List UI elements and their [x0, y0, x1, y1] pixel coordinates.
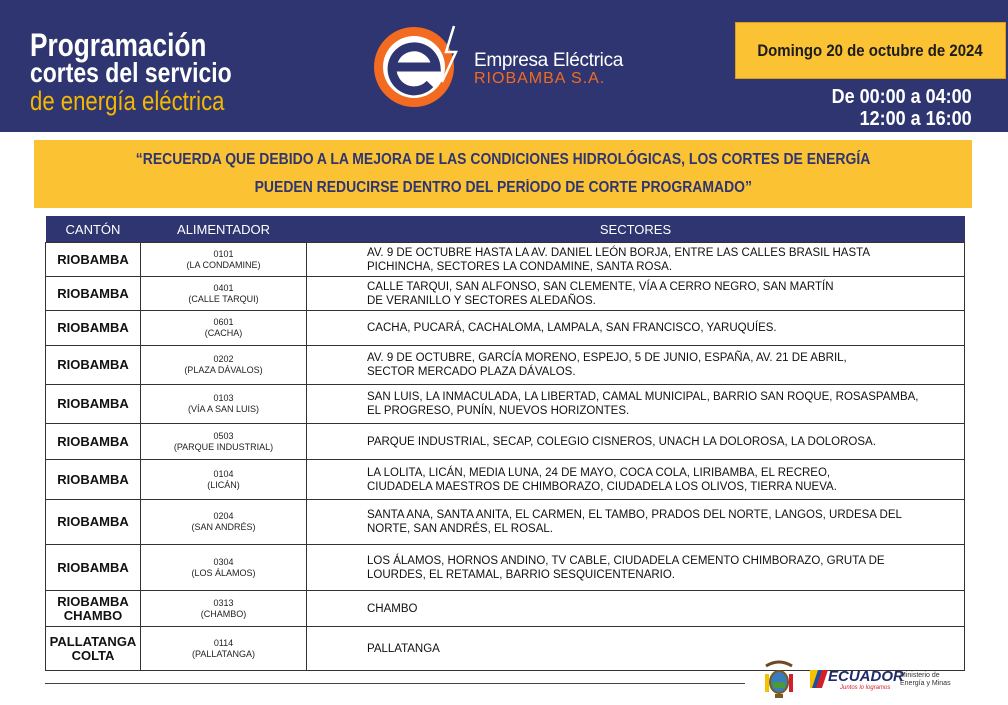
feeder-name: (CACHA)	[204, 328, 243, 338]
feeder-name: (CALLE TARQUI)	[188, 293, 259, 304]
feeder-name: (LOS ÁLAMOS)	[191, 567, 256, 578]
sectors-line: NORTE, SAN ANDRÉS, EL ROSAL.	[367, 523, 553, 535]
feeder-cell	[141, 591, 307, 627]
feeder-name: (VÍA A SAN LUIS)	[187, 404, 260, 414]
company-brand	[474, 50, 623, 88]
feeder-cell	[141, 627, 307, 671]
ecuador-wordmark: ECUADOR	[828, 668, 904, 685]
ecuador-tagline: Juntos lo logramos	[840, 685, 891, 691]
feeder-code: 0601	[213, 317, 234, 327]
sectors-cell	[307, 424, 965, 460]
feeder-cell	[141, 460, 307, 500]
table-row	[46, 385, 965, 424]
hours-line-1: De 00:00 a 04:00	[831, 86, 972, 108]
canton-name: RIOBAMBA	[57, 559, 129, 575]
feeder-code: 0101	[213, 248, 234, 259]
canton-name: COLTA	[71, 647, 115, 663]
canton-name: CHAMBO	[63, 607, 123, 623]
feeder-name: (SAN ANDRÉS)	[191, 522, 256, 532]
canton-name: RIOBAMBA	[57, 357, 129, 372]
table-row	[46, 424, 965, 460]
sectors-cell	[307, 311, 965, 346]
feeder-name: (CHAMBO)	[200, 608, 247, 619]
header-feeder: ALIMENTADOR	[141, 216, 307, 243]
date-box	[735, 22, 1006, 79]
sectors-line: AV. 9 DE OCTUBRE HASTA LA AV. DANIEL LEÓN BORJA, ENTRE LAS CALLES BRASIL HASTA	[367, 246, 870, 259]
brand-name: Empresa Eléctrica	[474, 50, 624, 71]
table-row	[46, 627, 965, 671]
brand-subname: RIOBAMBA S.A.	[474, 70, 606, 87]
notice-line-1: “RECUERDA QUE DEBIDO A LA MEJORA DE LAS CONDICIONES HIDROLÓGICAS, LOS CORTES DE ENERGÍA	[135, 151, 871, 168]
canton-cell	[46, 460, 141, 500]
sectors-cell	[307, 243, 965, 277]
sectors-cell	[307, 500, 965, 545]
sectors-cell	[307, 346, 965, 385]
feeder-cell	[141, 277, 307, 311]
table-row	[46, 243, 965, 277]
feeder-code: 0503	[213, 430, 234, 441]
sectors-line: LOS ÁLAMOS, HORNOS ANDINO, TV CABLE, CIUDADELA CEMENTO CHIMBORAZO, GRUTA DE	[367, 554, 885, 567]
canton-cell	[46, 346, 141, 385]
sectors-line: SANTA ANA, SANTA ANITA, EL CARMEN, EL TAMBO, PRADOS DEL NORTE, LANGOS, URDESA DEL	[367, 509, 902, 521]
canton-cell	[46, 545, 141, 591]
feeder-cell	[141, 311, 307, 346]
canton-name: RIOBAMBA	[57, 251, 129, 267]
coat-of-arms-icon	[762, 660, 796, 700]
ministry-label	[900, 672, 951, 688]
feeder-name: (LA CONDAMINE)	[186, 259, 261, 270]
table-row	[46, 500, 965, 545]
table-row	[46, 545, 965, 591]
feeder-code: 0304	[213, 556, 234, 567]
canton-cell	[46, 385, 141, 424]
sectors-line: PARQUE INDUSTRIAL, SECAP, COLEGIO CISNEROS, UNACH LA DOLOROSA, LA DOLOROSA.	[367, 435, 876, 448]
feeder-cell	[141, 500, 307, 545]
footer-divider	[45, 683, 745, 684]
canton-name: PALLATANGA	[49, 633, 137, 649]
feeder-code: 0202	[213, 354, 234, 364]
feeder-cell	[141, 545, 307, 591]
sectors-line: CHAMBO	[367, 602, 418, 615]
canton-name: RIOBAMBA	[57, 320, 129, 335]
title-line-3: de energía eléctrica	[30, 86, 225, 116]
sectors-line: CIUDADELA MAESTROS DE CHIMBORAZO, CIUDADELA LOS OLIVOS, TIERRA NUEVA.	[367, 480, 837, 493]
sectors-line: AV. 9 DE OCTUBRE, GARCÍA MORENO, ESPEJO, 5 DE JUNIO, ESPAÑA, AV. 21 DE ABRIL,	[367, 352, 847, 364]
title-line-2: cortes del servicio	[30, 57, 232, 88]
sectors-line: SECTOR MERCADO PLAZA DÁVALOS.	[367, 366, 576, 378]
outage-table	[45, 216, 965, 671]
canton-name: RIOBAMBA	[57, 396, 129, 411]
hours-block	[832, 86, 972, 130]
table-row	[46, 591, 965, 627]
feeder-cell	[141, 424, 307, 460]
sectors-cell	[307, 545, 965, 591]
feeder-code: 0204	[213, 511, 234, 521]
canton-name: RIOBAMBA	[57, 514, 129, 529]
sectors-line: DE VERANILLO Y SECTORES ALEDAÑOS.	[367, 294, 596, 307]
feeder-code: 0313	[213, 597, 234, 608]
feeder-code: 0104	[213, 468, 234, 479]
notice-banner	[34, 140, 972, 208]
header-sectors: SECTORES	[307, 216, 965, 243]
feeder-name: (PLAZA DÁVALOS)	[184, 365, 263, 375]
table-row	[46, 277, 965, 311]
outage-table-wrapper	[45, 216, 965, 671]
table-row	[46, 346, 965, 385]
feeder-code: 0114	[213, 637, 234, 648]
table-row	[46, 311, 965, 346]
sectors-cell	[307, 385, 965, 424]
sectors-cell	[307, 277, 965, 311]
feeder-cell	[141, 243, 307, 277]
sectors-line: SAN LUIS, LA INMACULADA, LA LIBERTAD, CAMAL MUNICIPAL, BARRIO SAN ROQUE, ROSASPAMBA,	[367, 391, 919, 403]
sectors-line: PICHINCHA, SECTORES LA CONDAMINE, SANTA ROSA.	[367, 260, 673, 273]
date-label: Domingo 20 de octubre de 2024	[757, 40, 984, 60]
sectors-line: PALLATANGA	[367, 642, 440, 655]
canton-cell	[46, 277, 141, 311]
table-row	[46, 460, 965, 500]
feeder-name: (PALLATANGA)	[191, 648, 255, 659]
canton-cell	[46, 591, 141, 627]
sectors-line: CALLE TARQUI, SAN ALFONSO, SAN CLEMENTE, VÍA A CERRO NEGRO, SAN MARTÍN	[367, 280, 834, 293]
ecuador-logo	[810, 668, 904, 699]
page-title	[30, 27, 232, 116]
sectors-cell	[307, 627, 965, 671]
ministry-line-1: Ministerio de	[900, 672, 940, 679]
sectors-line: LA LOLITA, LICÁN, MEDIA LUNA, 24 DE MAYO, COCA COLA, LIRIBAMBA, EL RECREO,	[367, 466, 831, 479]
canton-cell	[46, 500, 141, 545]
canton-cell	[46, 311, 141, 346]
canton-cell	[46, 627, 141, 671]
hours-line-2: 12:00 a 16:00	[859, 108, 972, 130]
sectors-cell	[307, 460, 965, 500]
feeder-code: 0401	[213, 282, 234, 293]
canton-name: RIOBAMBA	[57, 471, 129, 487]
table-header-row	[46, 216, 965, 243]
canton-name: RIOBAMBA	[57, 285, 129, 301]
notice-line-2: PUEDEN REDUCIRSE DENTRO DEL PERÍODO DE CORTE PROGRAMADO”	[254, 179, 752, 196]
feeder-name: (PARQUE INDUSTRIAL)	[173, 441, 274, 452]
feeder-name: (LICÁN)	[207, 479, 240, 490]
canton-name: RIOBAMBA	[57, 593, 129, 609]
canton-name: RIOBAMBA	[57, 433, 129, 449]
feeder-cell	[141, 346, 307, 385]
sectors-line: CACHA, PUCARÁ, CACHALOMA, LAMPALA, SAN FRANCISCO, YARUQUÍES.	[367, 322, 777, 334]
canton-cell	[46, 243, 141, 277]
header-band	[0, 0, 1008, 132]
feeder-cell	[141, 385, 307, 424]
ministry-line-2: Energía y Minas	[900, 680, 951, 687]
title-line-1: Programación	[30, 27, 207, 63]
sectors-line: LOURDES, EL RETAMAL, BARRIO SESQUICENTENARIO.	[367, 568, 676, 581]
canton-cell	[46, 424, 141, 460]
header-canton: CANTÓN	[46, 216, 141, 243]
feeder-code: 0103	[213, 393, 234, 403]
company-logo-icon	[368, 22, 468, 112]
sectors-line: EL PROGRESO, PUNÍN, NUEVOS HORIZONTES.	[367, 405, 630, 417]
sectors-cell	[307, 591, 965, 627]
